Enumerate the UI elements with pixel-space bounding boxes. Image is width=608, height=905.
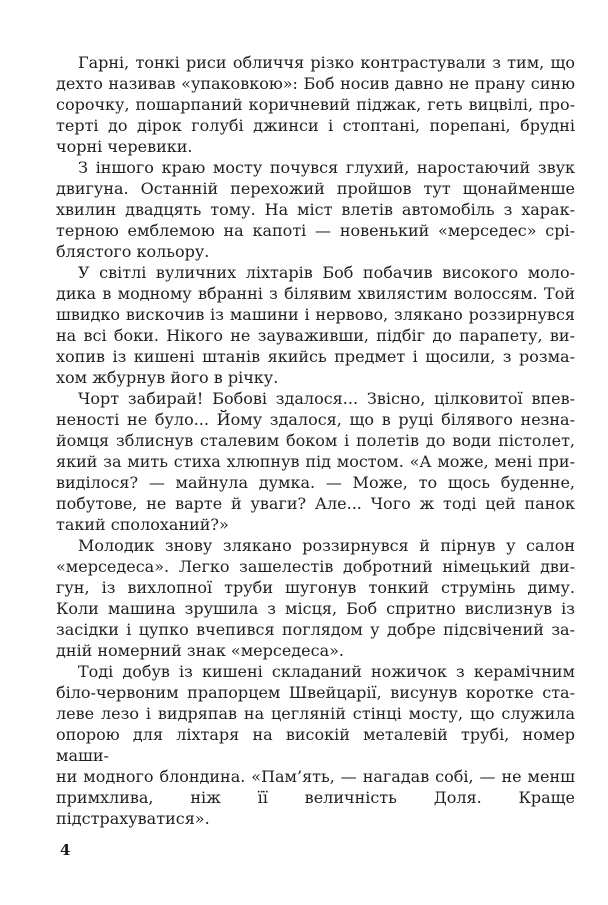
text-line: опорою для ліхтаря на високій металевій трубі, номер маши-: [56, 725, 575, 765]
text-line: сорочку, пошарпаний коричневий піджак, геть вицвілі, про-: [56, 95, 575, 114]
text-line: терті до дірок голубі джинси і стоптані, порепані, брудні: [56, 116, 575, 135]
text-line: дехто називав «упаковкою»: Боб носив давно не прану синю: [56, 74, 575, 93]
text-line: побутове, не варте й уваги? Але... Чого ж тоді цей панок: [56, 494, 575, 513]
text-line: терною емблемою на капоті — новенький «мерседес» срі-: [56, 221, 575, 240]
paragraph: [56, 535, 575, 661]
text-line: на всі боки. Нікого не зауваживши, підбіг до парапету, ви-: [56, 326, 575, 345]
text-line: такий сполоханий?»: [56, 515, 229, 534]
text-line: Гарні, тонкі риси обличчя різко контрастували з тим, що: [78, 53, 575, 72]
text-line: гун, із вихлопної труби шугонув тонкий струмінь диму.: [56, 578, 575, 597]
text-line: «мерседеса». Легко зашелестів добротний німецький дви-: [56, 557, 575, 576]
text-line: З іншого краю мосту почувся глухий, наростаючий звук: [78, 158, 575, 177]
text-line: хвилин двадцять тому. На міст влетів автомобіль з харак-: [56, 200, 575, 219]
text-line: Чорт забирай! Бобові здалося... Звісно, цілковитої впев-: [78, 389, 575, 408]
text-line: ни модного блондина. «Пам’ять, — нагадав собі, — не менш: [56, 767, 575, 786]
page-number: 4: [60, 841, 71, 859]
paragraph: [56, 262, 575, 388]
text-line: який за мить стиха хлюпнув під мостом. «А може, мені при-: [56, 452, 575, 471]
body-text: [56, 52, 575, 829]
text-line: швидко вискочив із машини і нервово, злякано роззирнувся: [56, 305, 575, 324]
text-line: йомця зблиснув сталевим боком і полетів до води пістолет,: [56, 431, 575, 450]
text-line: дика в модному вбранні з білявим хвилястим волоссям. Той: [56, 284, 575, 303]
text-line: засідки і цупко вчепився поглядом у добре підсвічений за-: [56, 620, 575, 639]
text-line: примхлива, ніж її величність Доля. Краще підстрахуватися».: [56, 788, 575, 828]
text-line: біло-червоним прапорцем Швейцарії, висунув коротке ста-: [56, 683, 575, 702]
text-line: хом жбурнув його в річку.: [56, 368, 279, 387]
text-line: чорні черевики.: [56, 137, 193, 156]
text-line: неності не було... Йому здалося, що в руці білявого незна-: [56, 410, 575, 429]
text-line: Молодик знову злякано роззирнувся й пірнув у салон: [78, 536, 575, 555]
text-line: двигуна. Останній перехожий пройшов тут щонайменше: [56, 179, 575, 198]
text-line: У світлі вуличних ліхтарів Боб побачив високого моло-: [78, 263, 575, 282]
text-line: леве лезо і видряпав на цегляній стінці мосту, що служила: [56, 704, 575, 723]
text-line: хопив із кишені штанів якийсь предмет і щосили, з розма-: [56, 347, 575, 366]
paragraph: [56, 157, 575, 262]
text-line: дній номерний знак «мерседеса».: [56, 641, 344, 660]
text-line: блястого кольору.: [56, 242, 210, 261]
text-line: виділося? — майнула думка. — Може, то щось буденне,: [56, 473, 575, 492]
text-line: Коли машина зрушила з місця, Боб спритно вислизнув із: [56, 599, 575, 618]
paragraph: [56, 388, 575, 535]
text-line: Тоді добув із кишені складаний ножичок з керамічним: [78, 662, 575, 681]
paragraph: [56, 661, 575, 829]
paragraph: [56, 52, 575, 157]
